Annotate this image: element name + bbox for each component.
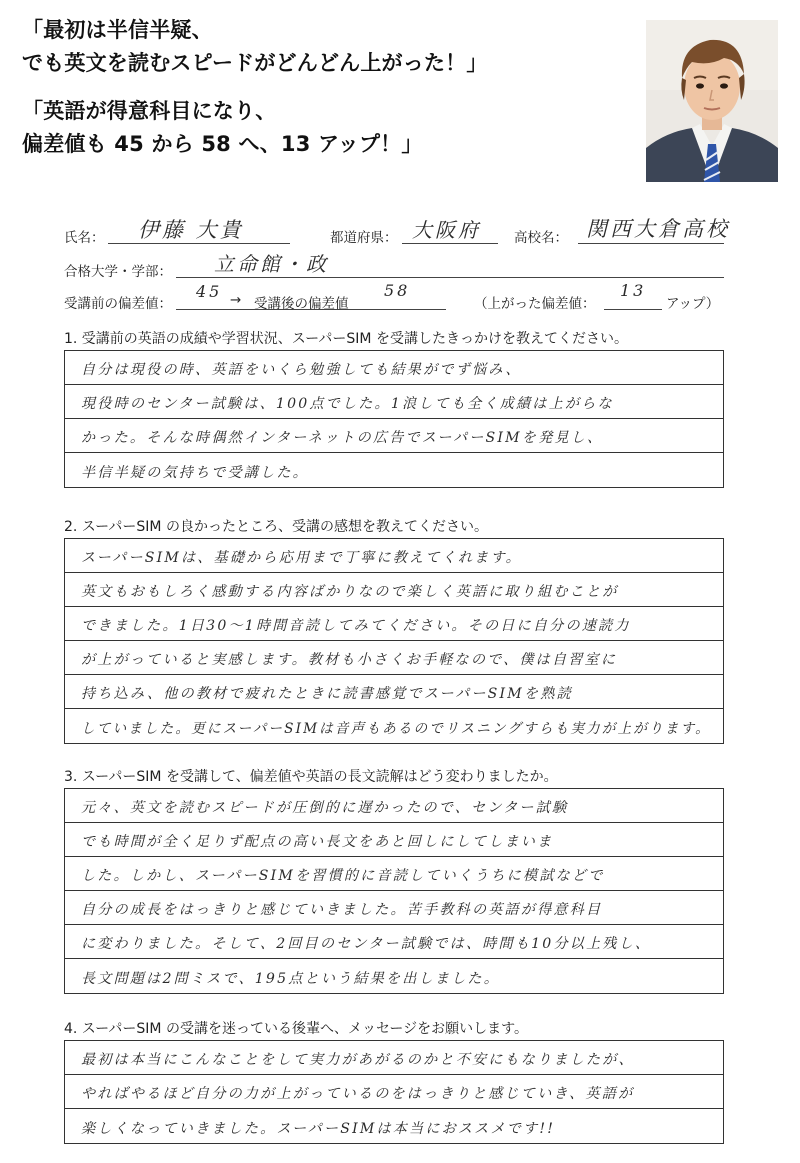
answer-text: 半信半疑の気持ちで受講した。 (81, 465, 309, 481)
student-photo (646, 20, 778, 182)
answer-text: 楽しくなっていきました。スーパーSIMは本当におススメです!! (81, 1121, 556, 1137)
answer-line (65, 823, 723, 857)
answer-text: していました。更にスーパーSIMは音声もあるのでリスニングすらも実力が上がります。 (81, 721, 711, 737)
answer-text: に変わりました。そして、2回目のセンター試験では、時間も10分以上残し、 (81, 936, 652, 952)
university-label: 合格大学・学部： (64, 264, 172, 280)
answer-text: 自分の成長をはっきりと感じていきました。苦手教科の英語が得意科目 (81, 902, 603, 918)
answer-line (65, 925, 723, 959)
answer-line (65, 1041, 723, 1075)
headline-quote-2 (22, 95, 423, 161)
headline-1-line-1: 「最初は半信半疑、 (22, 18, 213, 42)
answer-text: 元々、英文を読むスピードが圧倒的に遅かったので、センター試験 (81, 800, 569, 816)
question-2-answer-box (64, 538, 724, 744)
answer-text: が上がっていると実感します。教材も小さくお手軽なので、僕は自習室に (81, 652, 618, 668)
answer-text: でも時間が全く足りず配点の高い長文をあと回しにしてしまいま (81, 834, 554, 850)
answer-text: 最初は本当にこんなことをして実力があがるのかと不安にもなりましたが、 (81, 1052, 635, 1068)
answer-text: 英文もおもしろく感動する内容ばかりなので楽しく英語に取り組むことが (81, 584, 619, 600)
answer-text: やればやるほど自分の力が上がっているのをはっきりと感じていき、英語が (81, 1086, 635, 1102)
headline-1-line-2: でも英文を読むスピードがどんどん上がった！」 (22, 51, 488, 75)
headline-2-line-2: 偏差値も 45 から 58 へ、13 アップ！」 (22, 132, 423, 156)
answer-line (65, 891, 723, 925)
question-3-answer-box (64, 788, 724, 994)
name-underline (108, 243, 290, 244)
gain-value: 13 (620, 281, 647, 300)
prefecture-value: 大阪府 (412, 218, 481, 242)
prefecture-label: 都道府県： (330, 230, 398, 246)
answer-line (65, 1109, 723, 1143)
headline-2-line-1: 「英語が得意科目になり、 (22, 99, 277, 123)
school-label: 高校名： (514, 230, 568, 246)
answer-text: 長文問題は2問ミスで、195点という結果を出しました。 (81, 971, 501, 987)
university-value: 立命館・政 (214, 252, 329, 276)
gain-underline (604, 309, 662, 310)
answer-text: 持ち込み、他の教材で疲れたときに読書感覚でスーパーSIMを熟読 (81, 686, 573, 702)
school-underline (578, 243, 724, 244)
before-score-label: 受講前の偏差値： (64, 296, 172, 312)
answer-line (65, 453, 723, 487)
answer-line (65, 959, 723, 993)
answer-line (65, 539, 723, 573)
answer-line (65, 385, 723, 419)
before-score-value: 45 (196, 282, 223, 301)
answer-line (65, 351, 723, 385)
after-score-value: 58 (384, 281, 411, 300)
after-score-label: 受講後の偏差値 (254, 296, 349, 312)
arrow-symbol: → (230, 292, 242, 308)
answer-line (65, 675, 723, 709)
university-underline (176, 277, 724, 278)
answer-line (65, 857, 723, 891)
name-label: 氏名： (64, 230, 105, 246)
score-underline (176, 309, 446, 310)
answer-text: した。しかし、スーパーSIMを習慣的に音読していくうちに模試などで (81, 868, 605, 884)
answer-text: できました。1日30〜1時間音読してみてください。その日に自分の速読力 (81, 618, 631, 634)
answer-line (65, 607, 723, 641)
answer-text: 自分は現役の時、英語をいくら勉強しても結果がでず悩み、 (81, 362, 522, 378)
answer-line (65, 1075, 723, 1109)
answer-line (65, 573, 723, 607)
answer-text: かった。そんな時偶然インターネットの広告でスーパーSIMを発見し、 (81, 430, 604, 446)
school-value: 関西大倉高校 (586, 217, 730, 241)
question-2-title: 2. スーパーSIM の良かったところ、受講の感想を教えてください。 (64, 519, 488, 535)
name-value: 伊藤 大貴 (138, 218, 244, 242)
prefecture-underline (402, 243, 498, 244)
question-1-answer-box (64, 350, 724, 488)
question-4-answer-box (64, 1040, 724, 1144)
student-portrait-illustration (646, 20, 778, 182)
question-3-title: 3. スーパーSIM を受講して、偏差値や英語の長文読解はどう変わりましたか。 (64, 769, 558, 785)
headline-quote-1 (22, 14, 488, 80)
question-1-title: 1. 受講前の英語の成績や学習状況、スーパーSIM を受講したきっかけを教えてください。 (64, 331, 628, 347)
answer-text: スーパーSIMは、基礎から応用まで丁寧に教えてくれます。 (81, 550, 522, 566)
question-4-title: 4. スーパーSIM の受講を迷っている後輩へ、メッセージをお願いします。 (64, 1021, 528, 1037)
gain-label-open: （上がった偏差値： (474, 296, 596, 312)
answer-line (65, 419, 723, 453)
answer-line (65, 709, 723, 743)
answer-text: 現役時のセンター試験は、100点でした。1浪しても全く成績は上がらな (81, 396, 614, 412)
gain-label-close: アップ） (666, 296, 720, 312)
answer-line (65, 641, 723, 675)
answer-line (65, 789, 723, 823)
